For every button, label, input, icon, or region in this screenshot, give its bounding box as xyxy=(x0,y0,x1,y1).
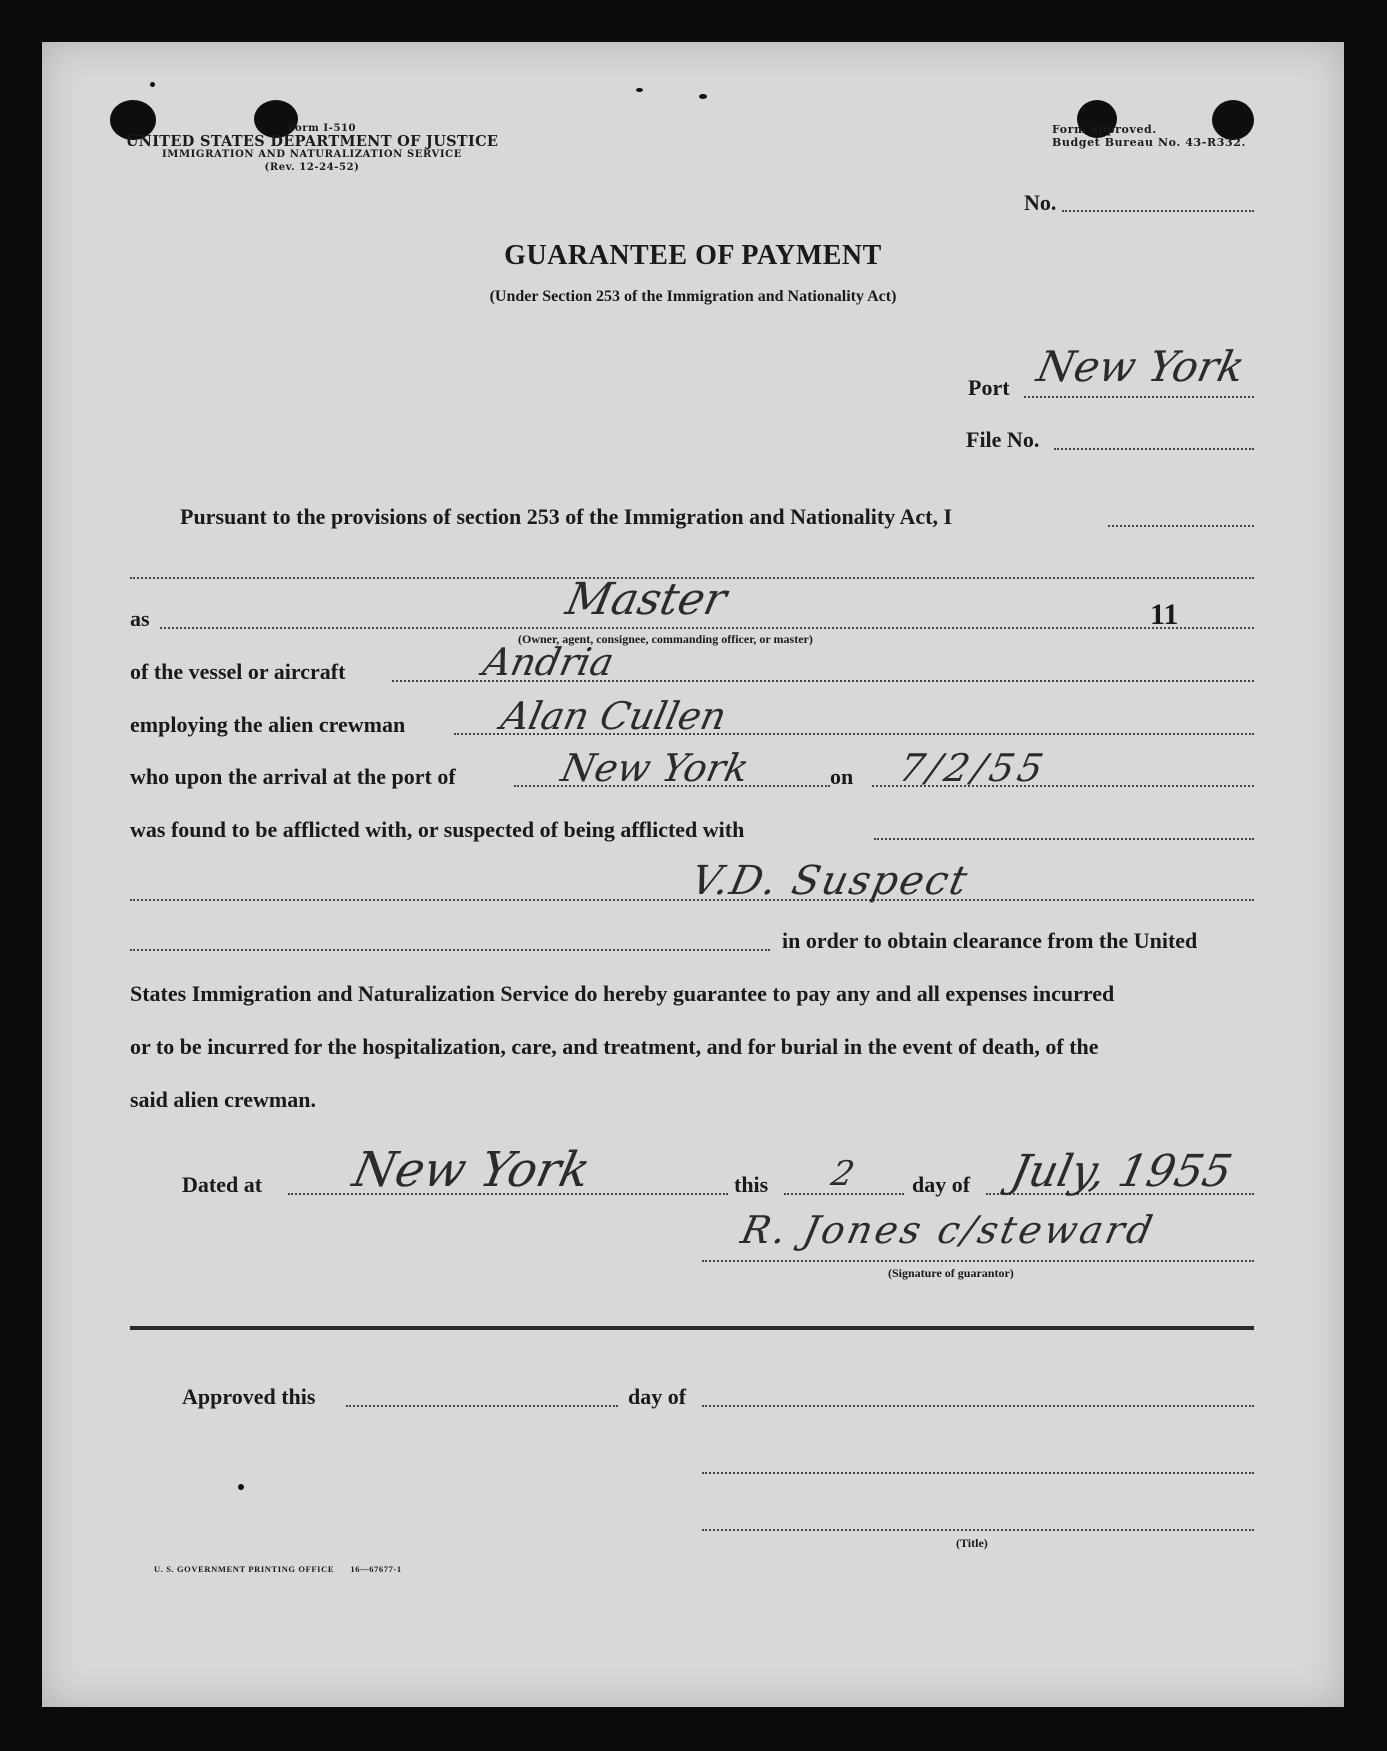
affliction-field-3 xyxy=(130,949,770,951)
capacity-caption: (Owner, agent, consignee, commanding officer, or master) xyxy=(518,632,813,646)
affliction-field xyxy=(874,838,1254,840)
port-field xyxy=(1024,396,1254,398)
paragraph-line-3: said alien crewman. xyxy=(130,1087,316,1112)
form-subtitle: (Under Section 253 of the Immigration and Nationality Act) xyxy=(489,288,897,305)
day-handwritten: 2 xyxy=(827,1154,858,1194)
arrival-date-handwritten: 7/2/55 xyxy=(895,746,1051,790)
capacity-handwritten: Master xyxy=(561,574,732,625)
margin-number: 11 xyxy=(1150,598,1179,631)
arrival-label: who upon the arrival at the port of xyxy=(130,764,456,789)
title-caption: (Title) xyxy=(956,1536,988,1550)
arrival-port-handwritten: New York xyxy=(557,746,753,790)
speck xyxy=(238,1484,244,1490)
day-of-label: day of xyxy=(912,1172,971,1197)
signature-caption: (Signature of guarantor) xyxy=(888,1266,1014,1280)
paragraph-line-2: or to be incurred for the hospitalization, care, and treatment, and for burial in the event of death, of the xyxy=(130,1034,1099,1059)
guarantor-signature: R. Jones c/steward xyxy=(737,1208,1160,1252)
printer-imprint: U. S. GOVERNMENT PRINTING OFFICE 16—67677-1 xyxy=(154,1564,402,1574)
budget-bureau-number: Budget Bureau No. 43-R332. xyxy=(1052,136,1246,149)
crewman-label: employing the alien crewman xyxy=(130,712,406,737)
vessel-label: of the vessel or aircraft xyxy=(130,659,346,684)
approval-note: Form approved. xyxy=(1052,123,1157,136)
afflicted-label: was found to be afflicted with, or suspected of being afflicted with xyxy=(130,817,745,842)
file-no-label: File No. xyxy=(966,427,1040,452)
pursuant-text: Pursuant to the provisions of section 253 of the Immigration and Nationality Act, I xyxy=(180,504,953,529)
on-label: on xyxy=(830,764,854,789)
port-label: Port xyxy=(968,375,1010,400)
approved-day-field xyxy=(346,1405,618,1407)
form-title: GUARANTEE OF PAYMENT xyxy=(504,240,882,271)
clearance-text: in order to obtain clearance from the United xyxy=(782,928,1198,953)
service-name: IMMIGRATION AND NATURALIZATION SERVICE xyxy=(162,149,462,160)
capacity-field xyxy=(160,627,1254,629)
signature-field xyxy=(702,1260,1254,1262)
approved-month-field xyxy=(702,1405,1254,1407)
dated-at-label: Dated at xyxy=(182,1172,263,1197)
speck xyxy=(699,94,707,99)
no-label: No. xyxy=(1024,190,1057,215)
this-label: this xyxy=(734,1172,769,1197)
month-handwritten: July, 1955 xyxy=(1006,1146,1237,1197)
revision-date: (Rev. 12-24-52) xyxy=(264,162,360,173)
approved-this-label: Approved this xyxy=(182,1384,316,1409)
port-handwritten: New York xyxy=(1032,342,1250,391)
approved-day-of-label: day of xyxy=(628,1384,687,1409)
affliction-handwritten: V.D. Suspect xyxy=(687,858,974,904)
as-label: as xyxy=(130,606,150,631)
form-number: Form I-510 xyxy=(287,123,357,134)
file-no-field xyxy=(1054,448,1254,450)
department-name: UNITED STATES DEPARTMENT OF JUSTICE xyxy=(125,133,499,150)
no-field xyxy=(1062,210,1254,212)
vessel-handwritten: Andria xyxy=(479,640,618,684)
section-divider xyxy=(130,1326,1254,1330)
paragraph-line-1: States Immigration and Naturalization Service do hereby guarantee to pay any and all expenses incurred xyxy=(130,981,1115,1006)
speck xyxy=(636,88,643,92)
guarantor-name-field xyxy=(1108,525,1254,527)
approver-signature-field xyxy=(702,1472,1254,1474)
form-page xyxy=(42,42,1344,1707)
speck xyxy=(150,82,155,87)
crewman-handwritten: Alan Cullen xyxy=(497,694,731,738)
dated-at-handwritten: New York xyxy=(348,1142,596,1198)
approver-title-field xyxy=(702,1529,1254,1531)
